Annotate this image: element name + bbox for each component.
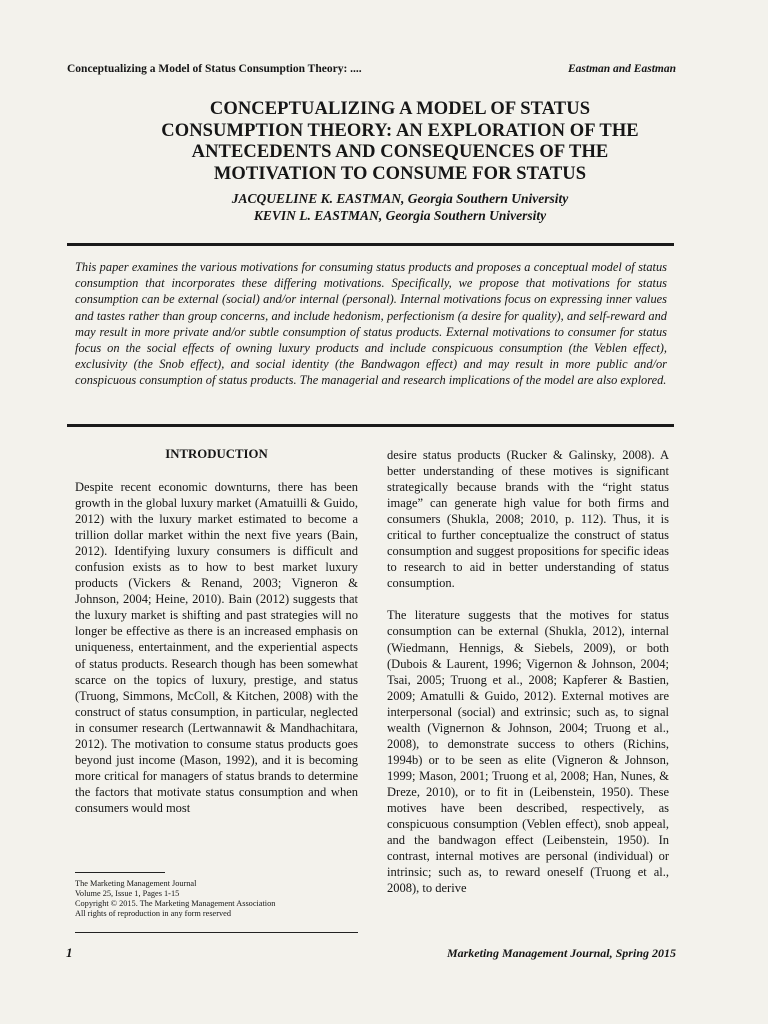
right-column — [387, 447, 669, 896]
running-head-authors: Eastman and Eastman — [567, 63, 676, 75]
abstract-bottom-rule — [67, 424, 674, 427]
body-paragraph: The literature suggests that the motives for status consumption can be external (Shukla, 2012), internal (Wiedmann, Hennigs, & Siebels, 2009), or both (Dubois & Laurent, 1996; Vigernon & Johnson, 2004; Tsai, 2005; Truong et al., 2008; Kapferer & Bastien, 2009; Amatulli & Guido, 2012). External motives are interpersonal (social) and extrinsic; such as, to signal wealth (Vignernon & Johnson, 2004; Truong et al., 2008), to demonstrate success to others (Richins, 1994b) or to be seen as elite (Vigneron & Johnson, 1999; Mason, 2001; Truong et al, 2008; Han, Nunes, & Dreze, 2010), or to fit in (Leibenstein, 1950). These motives have been described, respectively, as conspicuous consumption (Veblen effect), snob appeal, and the bandwagon effect (Leibenstein, 1950). In contrast, internal motives are personal (individual) or intrinsic; such as, to reward oneself (Truong et al., 2008), to derive — [387, 608, 669, 896]
title-line: ANTECEDENTS AND CONSEQUENCES OF THE — [191, 142, 609, 162]
footer-rule — [75, 932, 358, 933]
author-1: JACQUELINE K. EASTMAN, Georgia Southern University — [231, 191, 569, 206]
section-heading-introduction: INTRODUCTION — [165, 447, 268, 461]
title-line: MOTIVATION TO CONSUME FOR STATUS — [213, 163, 587, 184]
title-line: CONCEPTUALIZING A MODEL OF STATUS — [209, 99, 591, 119]
journal-footnote — [75, 879, 358, 919]
author-block — [60, 190, 740, 224]
author-2: KEVIN L. EASTMAN, Georgia Southern University — [253, 208, 547, 223]
journal-footer: Marketing Management Journal, Spring 2015 — [446, 946, 676, 960]
footnote-line: The Marketing Management Journal — [75, 879, 197, 888]
abstract: This paper examines the various motivations for consuming status products and proposes a conceptual model of status consumption that incorporates these differing motivations. Specifically, we propose that motivations for status consumption can be external (social) and/or internal (personal). Internal motivations focus on expressing inner values and tastes rather than group concerns, and include hedonism, perfectionism (a desire for quality), and self-reward and may result in more private and/or subtle consumption of status products. External motivations to consumer for status focus on the social effects of owning luxury products and include conspicuous consumption (the Veblen effect), exclusivity (the Snob effect), and social identity (the Bandwagon effect) and may result in more public and/or conspicuous consumption of status products. The managerial and research implications of the model are also explored. — [75, 260, 667, 388]
footnote-line: Volume 25, Issue 1, Pages 1-15 — [75, 889, 180, 898]
title-line: CONSUMPTION THEORY: AN EXPLORATION OF THE — [161, 120, 639, 141]
footnote-rule — [75, 872, 165, 873]
left-column — [75, 479, 358, 816]
footnote-line: Copyright © 2015. The Marketing Management Association — [75, 899, 276, 908]
running-head-title: Conceptualizing a Model of Status Consumption Theory: .... — [67, 63, 362, 75]
body-paragraph: Despite recent economic downturns, there has been growth in the global luxury market (Amatuilli & Guido, 2012) with the luxury market estimated to become a trillion dollar market within the next five years (Bain, 2012). Identifying luxury consumers is difficult and confusion exists as to how to best market luxury products (Vickers & Renand, 2003; Vigneron & Johnson, 2004; Heine, 2010). Bain (2012) suggests that the luxury market is shifting and past strategies will no longer be effective as there is an increased emphasis on uniqueness, entertainment, and the experiential aspects of status products. Research though has been somewhat scarce on the topics of luxury, prestige, and status (Truong, Simmons, McColl, & Kitchen, 2008) with the construct of status consumption, in particular, neglected in consumer research (Lertwannawit & Mandhachitara, 2012). The motivation to consume status products goes beyond just income (Mason, 1992), and it is becoming more critical for managers of status brands to determine the factors that motivate status consumption and when consumers would most — [75, 480, 358, 815]
footnote-line: All rights of reproduction in any form reserved — [75, 909, 231, 918]
abstract-top-rule — [67, 243, 674, 246]
body-paragraph: desire status products (Rucker & Galinsky, 2008). A better understanding of these motives is significant strategically because brands with the “right status image” can generate high value for both firms and consumers (Shukla, 2008; 2010, p. 112). Thus, it is critical to further conceptualize the construct of status consumption and suggest propositions for specific ideas to research to aid in better understanding of status consumption. — [387, 448, 669, 591]
paper-title — [60, 99, 740, 185]
page-number: 1 — [66, 945, 73, 960]
